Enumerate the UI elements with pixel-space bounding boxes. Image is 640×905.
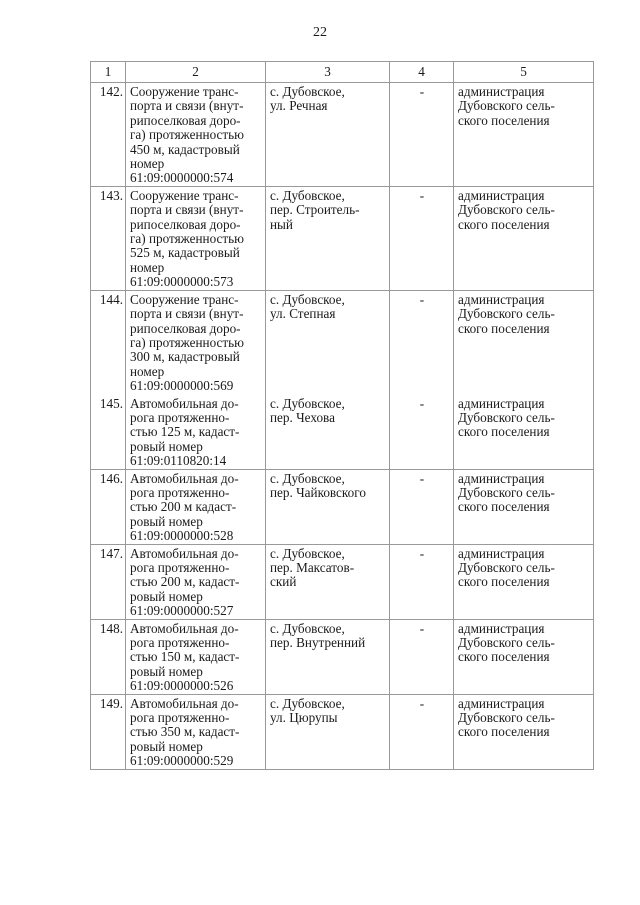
text-line: 61:09:0000000:528	[130, 528, 234, 544]
text-line: пер. Строитель-	[270, 202, 360, 218]
header-row	[91, 62, 594, 83]
text-line: с. Дубовское,	[270, 187, 345, 203]
text-line: 61:09:0000000:573	[130, 274, 234, 290]
header-col-2: 2	[126, 62, 266, 83]
object-owner	[454, 619, 594, 694]
col4-value: -	[390, 83, 454, 187]
object-address	[266, 394, 390, 469]
col4-value: -	[390, 619, 454, 694]
header-col-3: 3	[266, 62, 390, 83]
col4-value: -	[390, 186, 454, 290]
text-line: ул. Степная	[270, 306, 336, 322]
text-line: ского поселения	[458, 424, 550, 440]
text-line: с. Дубовское,	[270, 695, 345, 711]
text-line: ровый номер	[130, 513, 203, 529]
text-line: ского поселения	[458, 112, 550, 128]
text-line: ский	[270, 574, 297, 590]
object-name	[126, 619, 266, 694]
text-line: 61:09:0000000:574	[130, 170, 234, 186]
text-line: администрация	[458, 84, 545, 99]
text-line: ского поселения	[458, 320, 550, 336]
row-number: 148.	[91, 619, 126, 694]
col4-value: -	[390, 694, 454, 769]
text-line: ровый номер	[130, 738, 203, 754]
text-line: рога протяженно-	[130, 560, 230, 575]
text-line: пер. Внутренний	[270, 635, 366, 651]
text-line: номер	[130, 363, 165, 379]
text-line: рога протяженно-	[130, 635, 230, 651]
row-number: 147.	[91, 544, 126, 619]
object-name	[126, 290, 266, 394]
object-address	[266, 544, 390, 619]
object-name	[126, 83, 266, 187]
object-name	[126, 694, 266, 769]
text-line: пер. Чехова	[270, 409, 335, 425]
col4-value: -	[390, 394, 454, 469]
property-registry-table	[90, 61, 594, 770]
text-line: 300 м, кадастровый	[130, 349, 240, 365]
text-line: Сооружение транс-	[130, 291, 239, 307]
col4-value: -	[390, 290, 454, 394]
text-line: 61:09:0000000:527	[130, 603, 234, 619]
object-name	[126, 394, 266, 469]
table-row	[91, 186, 594, 290]
text-line: с. Дубовское,	[270, 620, 345, 636]
text-line: рипоселковая доро-	[130, 216, 241, 232]
text-line: администрация	[458, 695, 545, 711]
text-line: стью 125 м, кадаст-	[130, 424, 240, 440]
object-address	[266, 186, 390, 290]
text-line: администрация	[458, 395, 545, 411]
col4-value: -	[390, 544, 454, 619]
text-line: стью 350 м, кадаст-	[130, 724, 240, 740]
header-col-4: 4	[390, 62, 454, 83]
text-line: с. Дубовское,	[270, 291, 345, 307]
text-line: Автомобильная до-	[130, 695, 239, 711]
object-address	[266, 694, 390, 769]
text-line: ный	[270, 216, 293, 232]
table-row	[91, 83, 594, 187]
table-row	[91, 290, 594, 394]
text-line: ского поселения	[458, 499, 550, 515]
object-address	[266, 290, 390, 394]
object-name	[126, 469, 266, 544]
text-line: 450 м, кадастровый	[130, 141, 240, 157]
row-number: 149.	[91, 694, 126, 769]
text-line: ровый номер	[130, 588, 203, 604]
text-line: с. Дубовское,	[270, 395, 345, 411]
text-line: 525 м, кадастровый	[130, 245, 240, 261]
text-line: Автомобильная до-	[130, 545, 239, 561]
text-line: рога протяженно-	[130, 409, 230, 425]
text-line: Автомобильная до-	[130, 620, 239, 636]
object-owner	[454, 394, 594, 469]
text-line: 61:09:0110820:14	[130, 453, 227, 469]
text-line: порта и связи (внут-	[130, 98, 244, 114]
text-line: администрация	[458, 545, 545, 561]
row-number: 142.	[91, 83, 126, 187]
text-line: Дубовского сель-	[458, 306, 555, 322]
table-row	[91, 394, 594, 469]
text-line: ского поселения	[458, 574, 550, 590]
text-line: 61:09:0000000:569	[130, 378, 234, 394]
text-line: порта и связи (внут-	[130, 202, 244, 218]
text-line: администрация	[458, 291, 545, 307]
text-line: ул. Цюрупы	[270, 710, 338, 726]
table-row	[91, 694, 594, 769]
text-line: ского поселения	[458, 649, 550, 665]
text-line: га) протяженностью	[130, 127, 244, 143]
row-number: 145.	[91, 394, 126, 469]
text-line: Дубовского сель-	[458, 710, 555, 726]
row-number: 146.	[91, 469, 126, 544]
text-line: с. Дубовское,	[270, 545, 345, 561]
object-address	[266, 619, 390, 694]
text-line: с. Дубовское,	[270, 84, 345, 99]
text-line: стью 150 м, кадаст-	[130, 649, 240, 665]
text-line: Дубовского сель-	[458, 202, 555, 218]
text-line: 61:09:0000000:526	[130, 678, 234, 694]
text-line: рога протяженно-	[130, 710, 230, 726]
text-line: 61:09:0000000:529	[130, 753, 234, 769]
object-address	[266, 83, 390, 187]
text-line: Дубовского сель-	[458, 409, 555, 425]
table-row	[91, 544, 594, 619]
row-number: 144.	[91, 290, 126, 394]
object-owner	[454, 694, 594, 769]
text-line: Сооружение транс-	[130, 187, 239, 203]
text-line: ского поселения	[458, 216, 550, 232]
text-line: Сооружение транс-	[130, 84, 239, 99]
text-line: га) протяженностью	[130, 334, 244, 350]
text-line: Дубовского сель-	[458, 484, 555, 500]
text-line: администрация	[458, 187, 545, 203]
header-col-5: 5	[454, 62, 594, 83]
text-line: пер. Максатов-	[270, 560, 355, 575]
text-line: номер	[130, 259, 165, 275]
text-line: га) протяженностью	[130, 231, 244, 247]
text-line: рипоселковая доро-	[130, 320, 241, 336]
text-line: номер	[130, 156, 165, 172]
text-line: рипоселковая доро-	[130, 112, 241, 128]
text-line: Автомобильная до-	[130, 395, 239, 411]
table-row	[91, 619, 594, 694]
object-name	[126, 186, 266, 290]
object-name	[126, 544, 266, 619]
table-row	[91, 469, 594, 544]
text-line: ровый номер	[130, 438, 203, 454]
text-line: ровый номер	[130, 663, 203, 679]
text-line: администрация	[458, 620, 545, 636]
col4-value: -	[390, 469, 454, 544]
text-line: Дубовского сель-	[458, 635, 555, 651]
object-address	[266, 469, 390, 544]
text-line: порта и связи (внут-	[130, 306, 244, 322]
page-number: 22	[313, 25, 327, 40]
text-line: Автомобильная до-	[130, 470, 239, 486]
object-owner	[454, 544, 594, 619]
text-line: стью 200 м кадаст-	[130, 499, 237, 515]
text-line: стью 200 м, кадаст-	[130, 574, 240, 590]
text-line: рога протяженно-	[130, 484, 230, 500]
text-line: ул. Речная	[270, 98, 328, 114]
object-owner	[454, 83, 594, 187]
text-line: Дубовского сель-	[458, 560, 555, 575]
text-line: с. Дубовское,	[270, 470, 345, 486]
object-owner	[454, 186, 594, 290]
header-col-1: 1	[91, 62, 126, 83]
object-owner	[454, 290, 594, 394]
text-line: пер. Чайковского	[270, 484, 366, 500]
object-owner	[454, 469, 594, 544]
text-line: ского поселения	[458, 724, 550, 740]
row-number: 143.	[91, 186, 126, 290]
text-line: Дубовского сель-	[458, 98, 555, 114]
text-line: администрация	[458, 470, 545, 486]
